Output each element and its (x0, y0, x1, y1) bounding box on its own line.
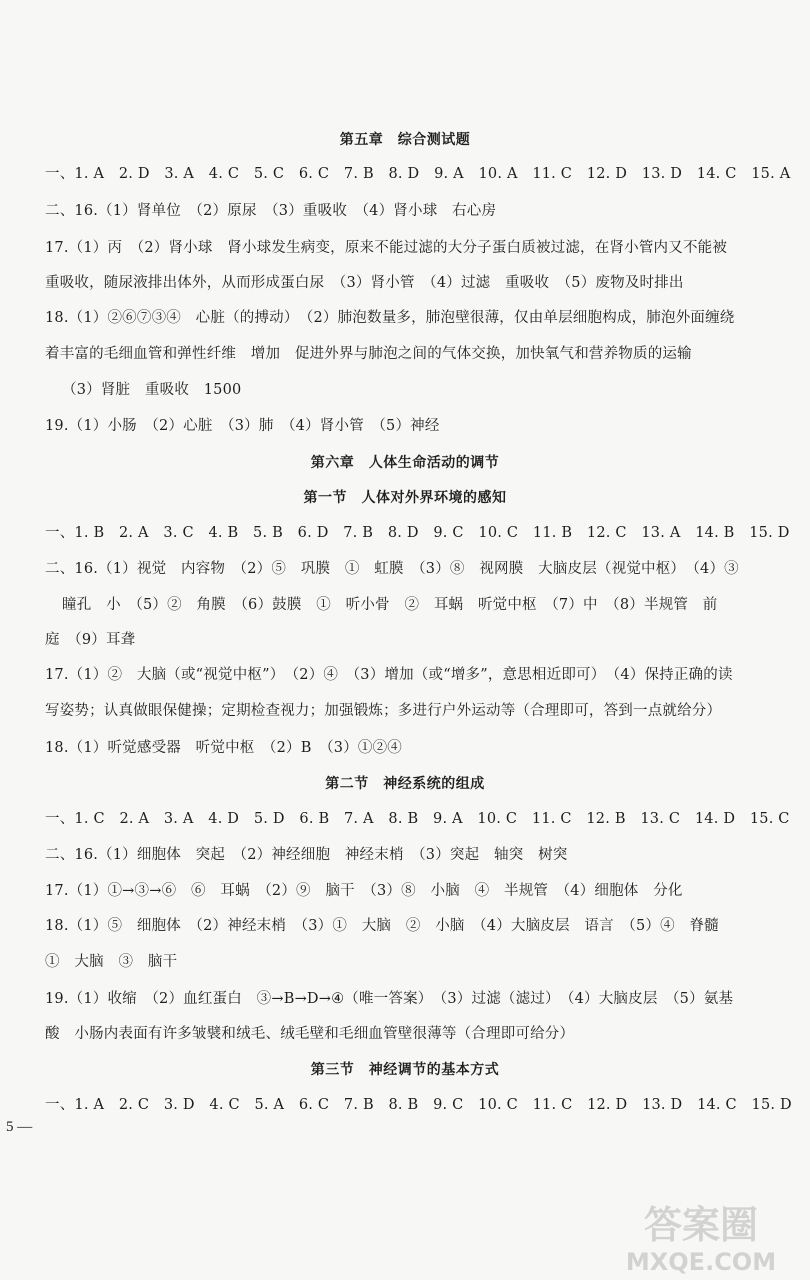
section1-title: 第一节 人体对外界环境的感知 (303, 490, 507, 506)
s2-q17: 17.（1）①→③→⑥ ⑥ 耳蜗 （2）⑨ 脑干 （3）⑧ 小脑 ④ 半规管 （4）细胞体 分化 (45, 883, 683, 899)
s2-q18-line1: 18.（1）⑤ 细胞体 （2）神经末梢 （3）① 大脑 ② 小脑 （4）大脑皮层 语言 （5）④ 脊髓 (45, 918, 719, 934)
s1-q17-line2: 写姿势；认真做眼保健操；定期检查视力；加强锻炼；多进行户外运动等（合理即可，答到一点就给分） (45, 703, 722, 719)
s1-q16-line2: 瞳孔 小 （5）② 角膜 （6）鼓膜 ① 听小骨 ② 耳蜗 听觉中枢 （7）中 （8）半规管 前 (62, 597, 718, 613)
ch5-q19: 19.（1）小肠 （2）心脏 （3）肺 （4）肾小管 （5）神经 (45, 418, 440, 434)
section2-title: 第二节 神经系统的组成 (325, 776, 485, 792)
watermark-logo (606, 1198, 796, 1276)
s1-q18: 18.（1）听觉感受器 听觉中枢 （2）B （3）①②④ (45, 740, 402, 756)
s1-q16-line3: 庭 （9）耳聋 (45, 632, 136, 648)
ch5-q16: 二、16.（1）肾单位 （2）原尿 （3）重吸收 （4）肾小球 右心房 (45, 203, 497, 219)
ch5-q18-line3: （3）肾脏 重吸收 1500 (62, 382, 242, 398)
s2-q16: 二、16.（1）细胞体 突起 （2）神经细胞 神经末梢 （3）突起 轴突 树突 (45, 847, 568, 863)
ch5-q17-line2: 重吸收，随尿液排出体外，从而形成蛋白尿 （3）肾小管 （4）过滤 重吸收 （5）废物及时排出 (45, 275, 684, 291)
s2-choice-answers: 一、1. C 2. A 3. A 4. D 5. D 6. B 7. A 8. B 9. A 10. C 11. C 12. B 13. C 14. D 15. C (45, 811, 790, 827)
s1-q16-line1: 二、16.（1）视觉 内容物 （2）⑤ 巩膜 ① 虹膜 （3）⑧ 视网膜 大脑皮层（视觉中枢） （4）③ (45, 561, 739, 577)
s1-q17-line1: 17.（1）② 大脑（或“视觉中枢”） （2）④ （3）增加（或“增多”，意思相近即可） （4）保持正确的读 (45, 667, 733, 683)
s2-q19-line1: 19.（1）收缩 （2）血红蛋白 ③→B→D→④（唯一答案） （3）过滤（滤过） （4）大脑皮层 （5）氨基 (45, 991, 734, 1007)
chapter6-title: 第六章 人体生命活动的调节 (310, 455, 500, 471)
s2-q18-line2: ① 大脑 ③ 脑干 (45, 954, 178, 970)
ch5-choice-answers: 一、1. A 2. D 3. A 4. C 5. C 6. C 7. B 8. D 9. A 10. A 11. C 12. D 13. D 14. C 15. A (45, 166, 791, 182)
ch5-q18-line1: 18.（1）②⑥⑦③④ 心脏（的搏动） （2）肺泡数量多，肺泡壁很薄，仅由单层细胞构成，肺泡外面缠绕 (45, 310, 735, 326)
watermark-text-url: MXQE.COM (625, 1248, 777, 1276)
ch5-q18-line2: 着丰富的毛细血管和弹性纤维 增加 促进外界与肺泡之间的气体交换，加快氧气和营养物质的运输 (45, 346, 692, 362)
section3-title: 第三节 神经调节的基本方式 (310, 1062, 500, 1078)
ch5-q17-line1: 17.（1）丙 （2）肾小球 肾小球发生病变，原来不能过滤的大分子蛋白质被过滤，在肾小管内又不能被 (45, 240, 728, 256)
s3-choice-answers: 一、1. A 2. C 3. D 4. C 5. A 6. C 7. B 8. B 9. C 10. C 11. C 12. D 13. D 14. C 15. D (45, 1097, 792, 1113)
page-number: 5 — (6, 1119, 33, 1135)
watermark-text-cn: 答案圈 (643, 1203, 759, 1247)
chapter5-title: 第五章 综合测试题 (339, 132, 471, 148)
s1-choice-answers: 一、1. B 2. A 3. C 4. B 5. B 6. D 7. B 8. D 9. C 10. C 11. B 12. C 13. A 14. B 15. D (45, 525, 790, 541)
s2-q19-line2: 酸 小肠内表面有许多皱襞和绒毛、绒毛壁和毛细血管壁很薄等（合理即可给分） (45, 1026, 575, 1042)
